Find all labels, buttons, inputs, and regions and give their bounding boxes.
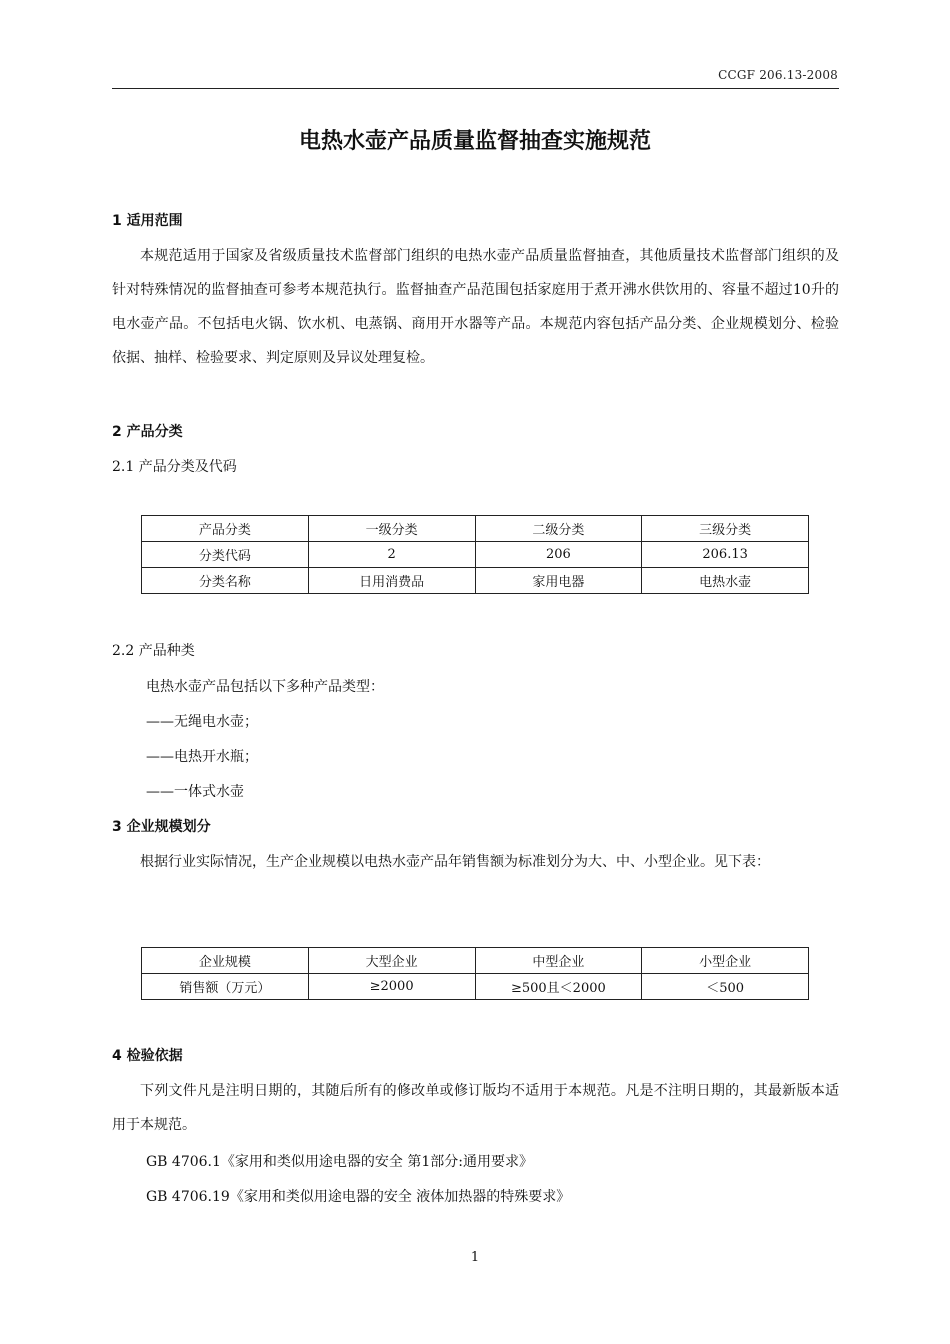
header-rule (112, 88, 839, 89)
page-title: 电热水壶产品质量监督抽查实施规范 (298, 129, 651, 154)
table-header-row (142, 948, 809, 974)
document-code: CCGF 206.13-2008 (718, 68, 838, 82)
section-3-heading: 3 企业规模划分 (112, 819, 211, 835)
section-4-heading: 4 检验依据 (112, 1048, 183, 1064)
list-item: ——无绳电水壶； (146, 714, 258, 730)
table-row (142, 542, 809, 568)
product-classification-table (141, 515, 809, 594)
table-cell: 中型企业 (475, 948, 642, 974)
table-cell: 大型企业 (308, 948, 475, 974)
table-row (142, 568, 809, 594)
reference-item: GB 4706.19《家用和类似用途电器的安全 液体加热器的特殊要求》 (146, 1189, 571, 1205)
table-cell: 分类名称 (142, 568, 309, 594)
table-cell: 企业规模 (142, 948, 309, 974)
section-1-heading: 1 适用范围 (112, 213, 183, 229)
table-cell: 2 (308, 542, 475, 568)
table-row (142, 974, 809, 1000)
section-4-paragraph: 下列文件凡是注明日期的，其随后所有的修改单或修订版均不适用于本规范。凡是不注明日期的，其最新版本适用于本规范。 (112, 1083, 839, 1133)
table-cell: 三级分类 (642, 516, 809, 542)
table-cell: 一级分类 (308, 516, 475, 542)
table-cell: 二级分类 (475, 516, 642, 542)
product-types-intro: 电热水壶产品包括以下多种产品类型： (146, 679, 384, 695)
page-number: 1 (470, 1250, 480, 1265)
table-cell: 小型企业 (642, 948, 809, 974)
section-2-1-heading: 2.1 产品分类及代码 (112, 459, 237, 475)
section-1-paragraph: 本规范适用于国家及省级质量技术监督部门组织的电热水壶产品质量监督抽查，其他质量技术监督部门组织的及针对特殊情况的监督抽查可参考本规范执行。监督抽查产品范围包括家庭用于煮开沸水供饮用的、容量不超过10升的电水壶产品。不包括电火锅、饮水机、电蒸锅、商用开水器等产品。本规范内容包括产品分类、企业规模划分、检验依据、抽样、检验要求、判定原则及异议处理复检。 (112, 248, 839, 366)
table-cell: ＜500 (642, 974, 809, 1000)
table-cell: 206.13 (642, 542, 809, 568)
table-cell: ≥2000 (308, 974, 475, 1000)
table-header-row (142, 516, 809, 542)
table-cell: 分类代码 (142, 542, 309, 568)
section-3-paragraph: 根据行业实际情况，生产企业规模以电热水壶产品年销售额为标准划分为大、中、小型企业。见下表： (140, 854, 770, 870)
table-cell: ≥500且＜2000 (475, 974, 642, 1000)
table-cell: 电热水壶 (642, 568, 809, 594)
list-item: ——电热开水瓶； (146, 749, 258, 765)
table-cell: 销售额（万元） (142, 974, 309, 1000)
table-cell: 产品分类 (142, 516, 309, 542)
enterprise-scale-table (141, 947, 809, 1000)
list-item: ——一体式水壶 (146, 784, 244, 800)
table-cell: 206 (475, 542, 642, 568)
table-cell: 日用消费品 (308, 568, 475, 594)
section-2-2-heading: 2.2 产品种类 (112, 643, 195, 659)
section-2-heading: 2 产品分类 (112, 424, 183, 440)
table-cell: 家用电器 (475, 568, 642, 594)
reference-item: GB 4706.1《家用和类似用途电器的安全 第1部分:通用要求》 (146, 1154, 533, 1170)
